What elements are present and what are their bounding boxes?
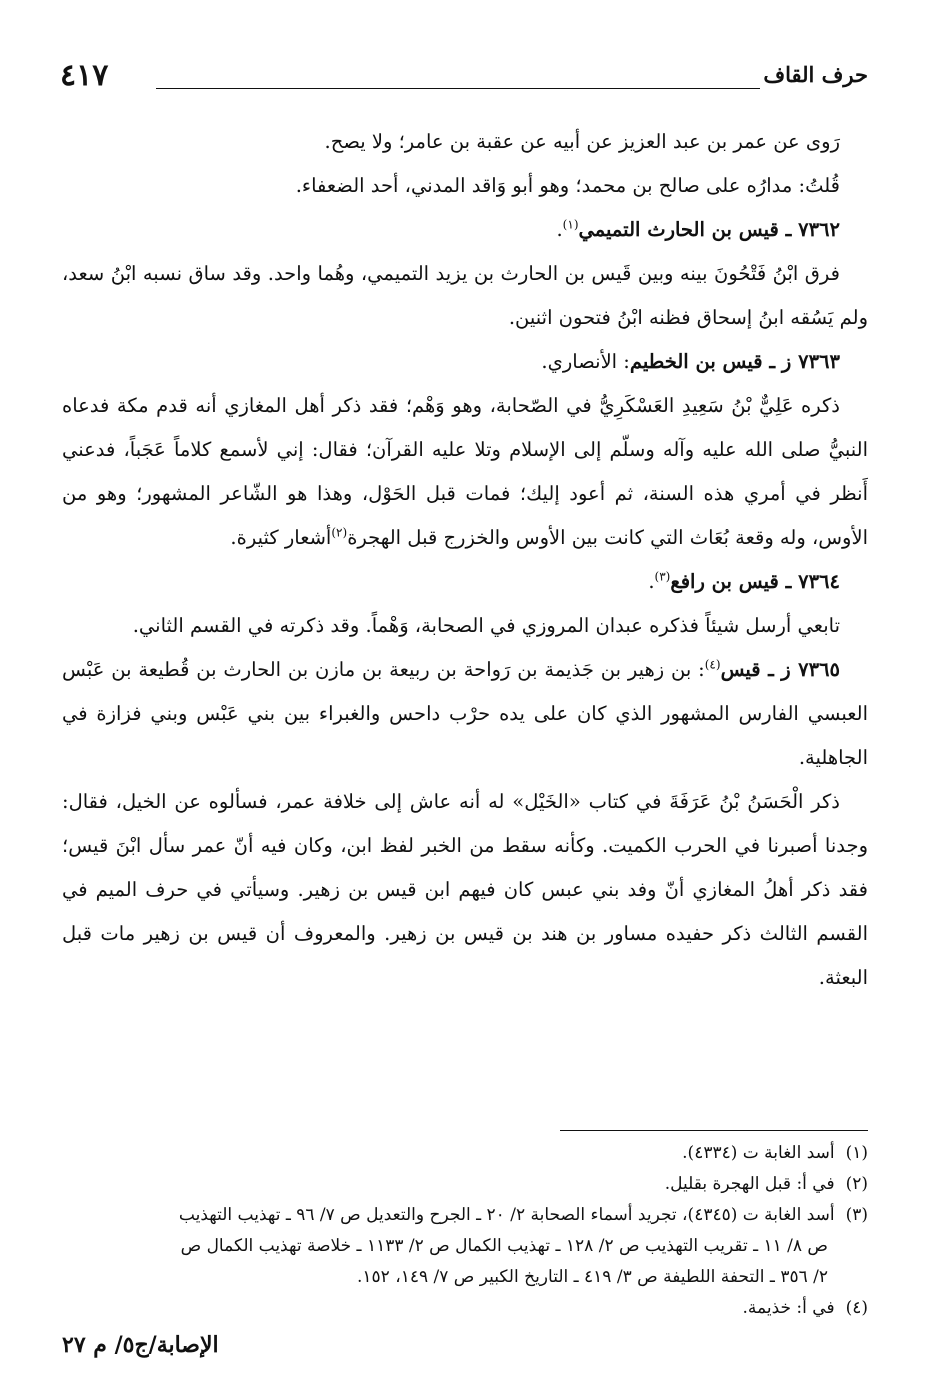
entry-title: ٧٣٦٤ ـ قيس بن رافع [670,570,840,593]
entry-title: ٧٣٦٢ ـ قيس بن الحارث التميمي [578,218,840,241]
entry-suffix: . [648,570,655,593]
paragraph [62,384,868,560]
footnote-number: (١) [845,1143,868,1163]
footnote [62,1200,868,1231]
main-text [62,120,868,1000]
entry-title: ٧٣٦٥ ز ـ قيس [720,658,840,681]
footnote [62,1293,868,1324]
entry-text: : بن زهير بن جَذيمة بن رَواحة بن ربيعة بن مازن بن الحارث بن قُطيعة بن عَبْس العبسي الفارس المشهور الذي كان على يده حرْب داحس والغبراء بين بني عَبْس وبني فزازة في الجاهلية. [62,658,868,769]
page-header [60,58,868,98]
entry-heading-7364 [62,560,868,604]
signature-mark: الإصابة/ج٥/ م ٢٧ [62,1332,219,1358]
footnote-ref: (٤) [704,657,721,672]
paragraph-text: أشعار كثيرة. [230,526,332,549]
footnote-text: أسد الغابة ت (٤٣٤٥)، تجريد أسماء الصحابة ٢/ ٢٠ ـ الجرح والتعديل ص ٧/ ٩٦ ـ تهذيب التهذيب [178,1205,835,1225]
footnote-rule [560,1130,868,1131]
footnote-number: (٢) [845,1174,868,1194]
header-rule [156,88,760,89]
paragraph: فرق ابْنُ فَتْحُونَ بينه وبين قَيس بن الحارث بن يزيد التميمي، وهُما واحد. وقد ساق نسبه ابْنُ سعد، ولم يَسُقه ابنُ إسحاق فظنه ابْنُ فتحون اثنين. [62,262,868,329]
paragraph-text: ذكره عَلِيٌّ بْنُ سَعِيدِ العَسْكَرِيُّ في الصّحابة، وهو وَهْم؛ فقد ذكر أهل المغازي أنه قدم مكة فدعاه النبيُّ صلى الله عليه وآله وسلّم إلى الإسلام وتلا عليه القرآن؛ فقال: إني لأسمع كلاماً عَجَباً، فدعني أَنظر في أمري هذه السنة، ثم أعود إليك؛ فمات قبل الحَوْل، وهذا هو الشّاعر المشهور؛ وهو من الأوس، وله وقعة بُعَاث التي كانت بين الأوس والخزرج قبل الهجرة [62,394,868,549]
page-number: ٤١٧ [60,58,109,93]
paragraph: ذكر الْحَسَنُ بْنُ عَرَفَةَ في كتاب «الخَيْل» له أنه عاش إلى خلافة عمر، فسألوه عن الخيل، فقال: وجدنا أصبرنا في الحرب الكميت. وكأنه سقط من الخبر لفظ ابن، وكان فيه أنّ عمر سأل ابْنَ قيس؛ فقد ذكر أهلُ المغازي أنّ وفد بني عبس كان فيهم ابن قيس بن زهير. وسيأتي في حرف الميم في القسم الثالث ذكر حفيده مساور بن هند بن قيس بن زهير. والمعروف أن قيس بن زهير مات قبل البعثة. [62,790,868,989]
paragraph: تابعي أرسل شيئاً فذكره عبدان المروزي في الصحابة، وَهْماً. وقد ذكرته في القسم الثاني. [132,614,840,637]
paragraph: قُلتُ: مدارُه على صالح بن محمد؛ وهو أبو وَاقد المدني، أحد الضعفاء. [295,174,840,197]
footnote-continuation: ٢/ ٣٥٦ ـ التحفة اللطيفة ص ٣/ ٤١٩ ـ التاريخ الكبير ص ٧/ ١٤٩، ١٥٢. [357,1267,828,1287]
footnote-text: أسد الغابة ت (٤٣٣٤). [682,1143,835,1163]
footnote-ref: (٣) [654,569,671,584]
footnote-text: في أ: قبل الهجرة بقليل. [664,1174,835,1194]
footnote-text: في أ: خذيمة. [742,1298,835,1318]
footnote-number: (٤) [845,1298,868,1318]
footnote-ref: (٢) [331,525,348,540]
footnote [62,1169,868,1200]
footnotes [62,1138,868,1324]
footnote-number: (٣) [845,1205,868,1225]
entry-suffix: . [556,218,563,241]
entry-heading-7365 [62,648,868,780]
entry-heading-7363 [62,340,868,384]
entry-title: ٧٣٦٣ ز ـ قيس بن الخطيم [629,350,840,373]
chapter-title: حرف القاف [763,62,868,87]
footnote-continuation: ص ٨/ ١١ ـ تقريب التهذيب ص ٢/ ١٢٨ ـ تهذيب الكمال ص ٢/ ١١٣٣ ـ خلاصة تهذيب الكمال ص [180,1236,828,1256]
footnote-ref: (١) [562,217,579,232]
entry-suffix: : الأنصاري. [541,350,630,373]
entry-heading-7362 [62,208,868,252]
paragraph: رَوى عن عمر بن عبد العزيز عن أبيه عن عقبة بن عامر؛ ولا يصح. [324,130,840,153]
footnote [62,1138,868,1169]
